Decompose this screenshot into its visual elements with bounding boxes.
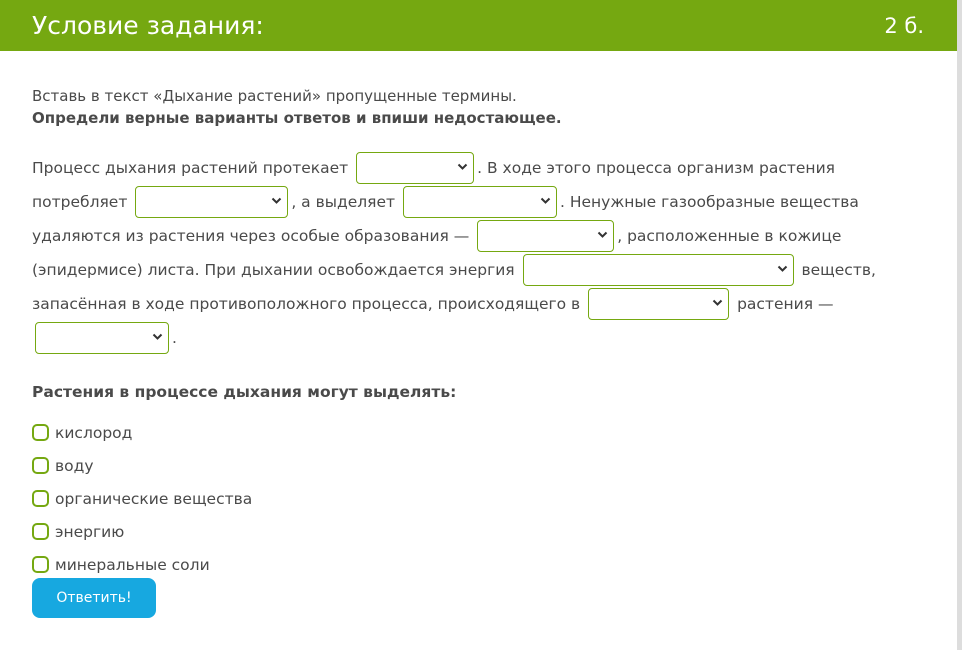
checkbox-icon[interactable]: [32, 424, 49, 441]
passage-text: растения —: [737, 295, 834, 313]
option-label: кислород: [55, 423, 133, 442]
chevron-down-icon: [540, 197, 551, 205]
passage-text: , расположенные в кожице (эпидермисе) листа. При дыхании освобождается энергия: [32, 227, 842, 279]
option-organic-substances[interactable]: [32, 482, 925, 515]
page-title: Условие задания:: [32, 11, 264, 40]
instruction-text: Вставь в текст «Дыхание растений» пропущенные термины.: [32, 87, 517, 105]
dropdown-1[interactable]: [356, 152, 474, 184]
submit-button[interactable]: Ответить!: [32, 578, 156, 618]
dropdown-6[interactable]: [588, 288, 729, 320]
passage-text: . Ненужные газообразные вещества удаляются из растения через особые образования —: [32, 193, 859, 245]
instruction-bold: Определи верные варианты ответов и впиши недостающее.: [32, 109, 562, 127]
option-label: воду: [55, 456, 94, 475]
checkbox-icon[interactable]: [32, 457, 49, 474]
chevron-down-icon: [777, 265, 788, 273]
task-content: [0, 85, 957, 581]
passage-text: веществ, запасённая в ходе противоположного процесса, происходящего в: [32, 261, 876, 313]
answer-options: [32, 416, 925, 581]
passage-text: , а выделяет: [291, 193, 396, 211]
dropdown-3[interactable]: [403, 186, 557, 218]
option-label: органические вещества: [55, 489, 253, 508]
passage-text: Процесс дыхания растений протекает: [32, 159, 349, 177]
option-energy[interactable]: [32, 515, 925, 548]
dropdown-7[interactable]: [35, 322, 169, 354]
chevron-down-icon: [152, 333, 163, 341]
passage-text: . В ходе этого процесса организм растения потребляет: [32, 159, 835, 211]
chevron-down-icon: [271, 197, 282, 205]
chevron-down-icon: [457, 163, 468, 171]
fill-in-passage: [32, 151, 922, 355]
option-water[interactable]: [32, 449, 925, 482]
question-title: Растения в процессе дыхания могут выделять:: [32, 383, 457, 401]
chevron-down-icon: [712, 299, 723, 307]
checkbox-icon[interactable]: [32, 523, 49, 540]
passage-text: .: [172, 329, 177, 347]
checkbox-icon[interactable]: [32, 556, 49, 573]
option-mineral-salts[interactable]: [32, 548, 925, 581]
option-label: энергию: [55, 522, 125, 541]
dropdown-4[interactable]: [477, 220, 614, 252]
dropdown-5[interactable]: [523, 254, 794, 286]
task-header: [0, 0, 957, 51]
option-label: минеральные соли: [55, 555, 210, 574]
points-label: 2 б.: [884, 13, 924, 38]
chevron-down-icon: [597, 231, 608, 239]
option-oxygen[interactable]: [32, 416, 925, 449]
checkbox-icon[interactable]: [32, 490, 49, 507]
dropdown-2[interactable]: [135, 186, 288, 218]
